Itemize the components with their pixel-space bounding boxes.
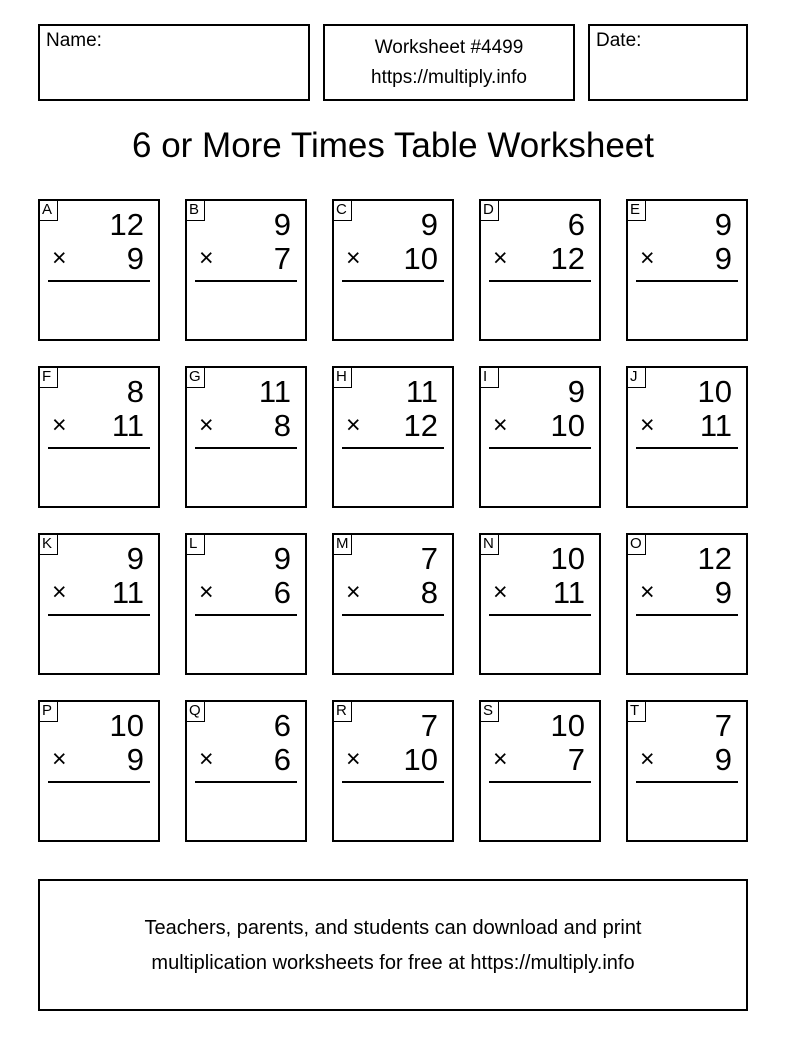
problem-card[interactable]: [479, 199, 601, 341]
multiplicand: 9: [714, 207, 732, 242]
problem-card[interactable]: [185, 533, 307, 675]
problem-card[interactable]: [332, 199, 454, 341]
multiplier: 9: [714, 742, 732, 777]
problem-letter: C: [332, 199, 352, 221]
problem-card[interactable]: [479, 533, 601, 675]
problem-card[interactable]: [626, 199, 748, 341]
problem-letter: N: [479, 533, 499, 555]
multiplicand: 12: [109, 207, 144, 242]
multiplicand: 10: [550, 541, 585, 576]
problem-card[interactable]: [185, 700, 307, 842]
problem-letter: G: [185, 366, 205, 388]
problem-card[interactable]: [185, 366, 307, 508]
answer-line: [489, 447, 591, 449]
problem-letter: F: [38, 366, 58, 388]
problem-letter: O: [626, 533, 646, 555]
answer-line: [636, 614, 738, 616]
answer-line: [342, 280, 444, 282]
problem-letter: R: [332, 700, 352, 722]
problem-card[interactable]: [626, 700, 748, 842]
times-sign: ×: [640, 745, 655, 773]
problem-letter: M: [332, 533, 352, 555]
times-sign: ×: [346, 578, 361, 606]
times-sign: ×: [52, 244, 67, 272]
multiplicand: 9: [273, 541, 291, 576]
problem-letter: Q: [185, 700, 205, 722]
multiplicand: 9: [273, 207, 291, 242]
multiplicand: 10: [109, 708, 144, 743]
name-field[interactable]: [38, 24, 310, 101]
multiplier: 12: [550, 241, 585, 276]
footer-box: [38, 879, 748, 1011]
problem-letter: B: [185, 199, 205, 221]
multiplicand: 12: [697, 541, 732, 576]
multiplier: 9: [126, 241, 144, 276]
problem-letter: A: [38, 199, 58, 221]
problem-letter: J: [626, 366, 646, 388]
answer-line: [48, 447, 150, 449]
answer-line: [636, 781, 738, 783]
multiplier: 11: [699, 408, 732, 443]
multiplier: 11: [111, 575, 144, 610]
times-sign: ×: [493, 578, 508, 606]
times-sign: ×: [346, 244, 361, 272]
problem-card[interactable]: [185, 199, 307, 341]
answer-line: [636, 447, 738, 449]
multiplicand: 9: [420, 207, 438, 242]
multiplier: 9: [714, 575, 732, 610]
multiplicand: 6: [567, 207, 585, 242]
problem-card[interactable]: [332, 366, 454, 508]
page-title: 6 or More Times Table Worksheet: [132, 126, 654, 165]
multiplicand: 7: [714, 708, 732, 743]
times-sign: ×: [199, 411, 214, 439]
problem-card[interactable]: [38, 366, 160, 508]
problem-letter: L: [185, 533, 205, 555]
times-sign: ×: [199, 745, 214, 773]
multiplier: 8: [420, 575, 438, 610]
multiplicand: 7: [420, 541, 438, 576]
problem-card[interactable]: [479, 366, 601, 508]
problem-card[interactable]: [479, 700, 601, 842]
problem-card[interactable]: [38, 533, 160, 675]
answer-line: [195, 280, 297, 282]
problem-letter: D: [479, 199, 499, 221]
multiplier: 9: [714, 241, 732, 276]
problem-card[interactable]: [38, 199, 160, 341]
times-sign: ×: [640, 244, 655, 272]
name-label: Name:: [46, 30, 102, 51]
multiplier: 12: [403, 408, 438, 443]
answer-line: [195, 447, 297, 449]
answer-line: [342, 614, 444, 616]
times-sign: ×: [640, 578, 655, 606]
answer-line: [489, 280, 591, 282]
multiplicand: 7: [420, 708, 438, 743]
times-sign: ×: [493, 411, 508, 439]
date-field[interactable]: [588, 24, 748, 101]
multiplicand: 6: [273, 708, 291, 743]
problem-letter: P: [38, 700, 58, 722]
answer-line: [489, 781, 591, 783]
multiplier: 6: [273, 742, 291, 777]
multiplier: 8: [273, 408, 291, 443]
website-link[interactable]: https://multiply.info: [371, 67, 527, 88]
multiplicand: 9: [126, 541, 144, 576]
answer-line: [48, 614, 150, 616]
problem-letter: I: [479, 366, 499, 388]
answer-line: [48, 781, 150, 783]
answer-line: [342, 447, 444, 449]
multiplier: 9: [126, 742, 144, 777]
multiplier: 11: [552, 575, 585, 610]
problem-letter: E: [626, 199, 646, 221]
answer-line: [489, 614, 591, 616]
problem-letter: H: [332, 366, 352, 388]
multiplicand: 11: [258, 374, 291, 409]
times-sign: ×: [493, 244, 508, 272]
problem-card[interactable]: [38, 700, 160, 842]
answer-line: [48, 280, 150, 282]
multiplier: 10: [550, 408, 585, 443]
multiplier: 6: [273, 575, 291, 610]
problem-card[interactable]: [332, 700, 454, 842]
multiplicand: 10: [550, 708, 585, 743]
answer-line: [636, 280, 738, 282]
date-label: Date:: [596, 30, 642, 51]
times-sign: ×: [346, 745, 361, 773]
answer-line: [195, 781, 297, 783]
problem-letter: K: [38, 533, 58, 555]
footer-line-2: multiplication worksheets for free at https://multiply.info: [151, 952, 635, 974]
problem-card[interactable]: [626, 533, 748, 675]
times-sign: ×: [493, 745, 508, 773]
problem-card[interactable]: [626, 366, 748, 508]
multiplier: 10: [403, 742, 438, 777]
times-sign: ×: [640, 411, 655, 439]
multiplicand: 8: [126, 374, 144, 409]
footer-line-1: Teachers, parents, and students can download and print: [144, 917, 642, 939]
times-sign: ×: [52, 578, 67, 606]
multiplicand: 9: [567, 374, 585, 409]
multiplicand: 10: [697, 374, 732, 409]
times-sign: ×: [199, 244, 214, 272]
multiplier: 11: [111, 408, 144, 443]
times-sign: ×: [52, 411, 67, 439]
answer-line: [342, 781, 444, 783]
problem-letter: T: [626, 700, 646, 722]
answer-line: [195, 614, 297, 616]
worksheet-number: Worksheet #4499: [374, 37, 524, 58]
problem-card[interactable]: [332, 533, 454, 675]
problem-letter: S: [479, 700, 499, 722]
times-sign: ×: [52, 745, 67, 773]
times-sign: ×: [346, 411, 361, 439]
multiplicand: 11: [405, 374, 438, 409]
times-sign: ×: [199, 578, 214, 606]
worksheet-info-box: [323, 24, 575, 101]
multiplier: 7: [273, 241, 291, 276]
multiplier: 10: [403, 241, 438, 276]
multiplier: 7: [567, 742, 585, 777]
